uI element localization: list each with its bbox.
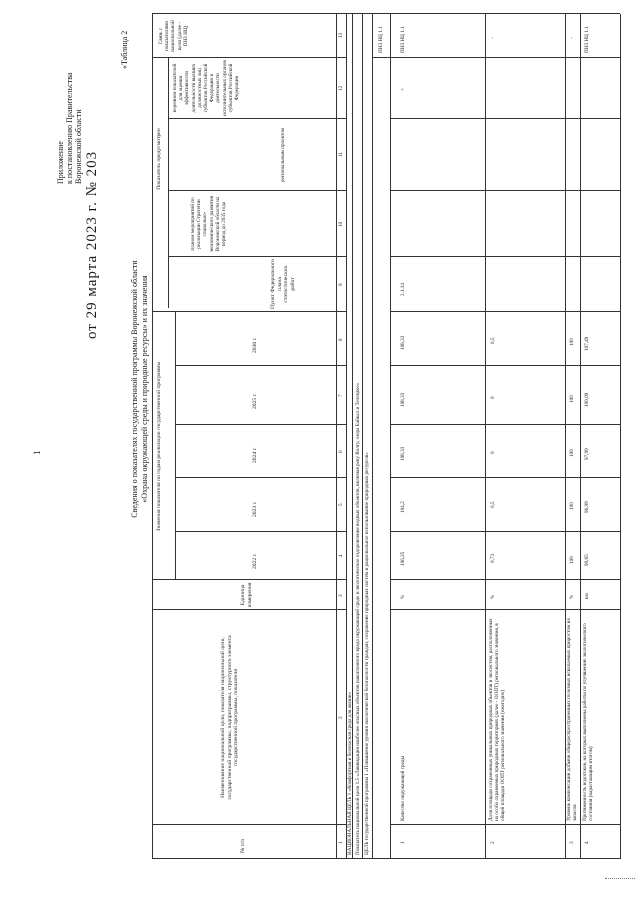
row-value-2025: 100 (569, 395, 575, 403)
header-source-efficiency: перечнем показателей для оценки эффективности деятельности высших должностных лиц субъектов Российской Федерации и деятельности исполнительных органов субъектов Российской Федерации (172, 60, 241, 116)
row-source-efficiency: + (400, 88, 406, 91)
row-value-2022: 100 (569, 556, 575, 564)
header-year-2023: 2023 г. (252, 501, 258, 517)
national-indicator-row: Показатель национальной цели 1.5 «Ликвидация наиболее опасных объектов накопленного вреда окружающей среде и экологическое оздоровление водных объектов, включая реку Волгу, озера Байкал и Телецкое» (355, 382, 361, 855)
row-value-2023: 0,5 (490, 501, 496, 508)
header-source-regional: региональным проектом (280, 127, 286, 183)
row-unit: % (569, 594, 575, 599)
col-number: 1 (338, 841, 344, 844)
page-number: 1 (32, 450, 42, 455)
row-value-2030: 108,33 (400, 335, 406, 350)
header-plan-item: Пункт Федерального плана статистических работ (270, 259, 296, 309)
row-value-2030: 107,49 (584, 336, 590, 351)
col-number: 11 (338, 152, 344, 157)
row-num: 2 (490, 841, 496, 844)
program-goal-row: ЦЕЛЬ государственной программы 1 «Повышение уровня экологической безопасности граждан, сохранение природных систем и рациональное использование природных ресурсов» (364, 452, 370, 855)
header-unit: Единица измерения (240, 582, 253, 608)
row-value-2025: 100,09 (584, 392, 590, 407)
national-goal-row: НАЦИОНАЛЬНАЯ ЦЕЛЬ 1 «Комфортная и безопасная среда для жизни» (347, 691, 353, 855)
row-num: 3 (569, 841, 575, 844)
col-number: 3 (338, 594, 344, 597)
approval-line-3: Воронежской области (74, 109, 83, 184)
document-title-2: «Охрана окружающей среды и природные ресурсы» и их значения (140, 275, 149, 503)
header-source-strategy: планом мероприятий по реализации Стратегии социально-экономического развития Воронежской области на период до 2035 года (190, 195, 228, 253)
row-value-2025: 0 (490, 396, 496, 399)
header-year-2025: 2025 г. (252, 393, 258, 409)
row-value-2024: 97,99 (584, 448, 590, 460)
row-name: Протяженность водотоков, на которых выполнены работы по улучшению экологического состояния (нарастающим итогом) (582, 623, 595, 821)
row-value-2023: 100 (569, 502, 575, 510)
row-value-2024: 0 (490, 451, 496, 454)
row-unit: % (400, 594, 406, 599)
row-value-2022: 0,73 (490, 553, 496, 563)
col-number: 6 (338, 450, 344, 453)
row-link: - (569, 37, 575, 39)
row-value-2025: 108,33 (400, 392, 406, 407)
row-link: - (490, 37, 496, 39)
col-number: 2 (338, 716, 344, 719)
row-name: Доля площади сохраненных уникальных природных объектов и экосистем, расположенных на особо охраняемых природных территориях (далее - ООПТ) регионального значения, в общей площади ООПТ регионального значения (ежегодно) (488, 618, 507, 821)
header-year-2022: 2022 г. (252, 553, 258, 569)
col-number: 8 (338, 338, 344, 341)
header-year-2030: 2030 г. (252, 337, 258, 353)
row-value-2024: 108,33 (400, 446, 406, 461)
row-value-2030: 100 (569, 338, 575, 346)
row-link: ПНЗ НЦ 1.1 (400, 26, 406, 53)
header-values-group: Значения показателя по годам реализации государственной программы (156, 361, 162, 532)
program-goal-link: ПНЗ НЦ 1.1 (378, 26, 384, 53)
col-number: 9 (338, 283, 344, 286)
row-value-2022: 106,25 (400, 551, 406, 566)
row-name: Уровень компенсации добычи общераспространенных полезных ископаемых приростом их запасов (566, 618, 579, 821)
col-number: 12 (338, 85, 344, 91)
header-name: Наименование национальной цели, показателя национальной цели, государственной программы, подпрограммы, структурного элемента государственной программы, показателя (220, 635, 240, 800)
row-value-2024: 100 (569, 449, 575, 457)
table-label: «Таблица 2 (120, 30, 129, 69)
col-number: 10 (338, 221, 344, 227)
row-value-2030: 0,5 (490, 337, 496, 344)
col-number: 5 (338, 503, 344, 506)
approval-date: от 29 марта 2023 г. № 203 (84, 150, 100, 339)
col-number: 13 (338, 32, 344, 38)
approval-line-1: Приложение (56, 141, 65, 184)
row-num: 4 (584, 841, 590, 844)
row-value-2023: 96,99 (584, 501, 590, 513)
row-num: 1 (400, 841, 406, 844)
row-plan-item: 2.1.14 (400, 283, 406, 296)
row-value-2023: 104,2 (400, 501, 406, 513)
col-number: 4 (338, 554, 344, 557)
header-year-2024: 2024 г. (252, 447, 258, 463)
row-unit: км (584, 593, 590, 599)
approval-line-2: к постановлению Правительства (65, 72, 74, 184)
header-link: Связь с показателями национальной цели (далее - ПНЗ НЦ) (158, 20, 189, 52)
binding-margin-marks (605, 878, 635, 879)
row-name: Качество окружающей среды (400, 756, 406, 821)
row-link: ПНЗ НЦ 1.1 (584, 26, 590, 53)
row-value-2022: 90,85 (584, 554, 590, 566)
header-indicator-group: Показатель предусмотрен (156, 128, 162, 190)
col-number: 7 (338, 394, 344, 397)
header-num: № п/п (240, 838, 246, 853)
document-title-1: Сведения о показателях государственной программы Воронежской области (130, 260, 139, 518)
row-unit: % (490, 594, 496, 599)
